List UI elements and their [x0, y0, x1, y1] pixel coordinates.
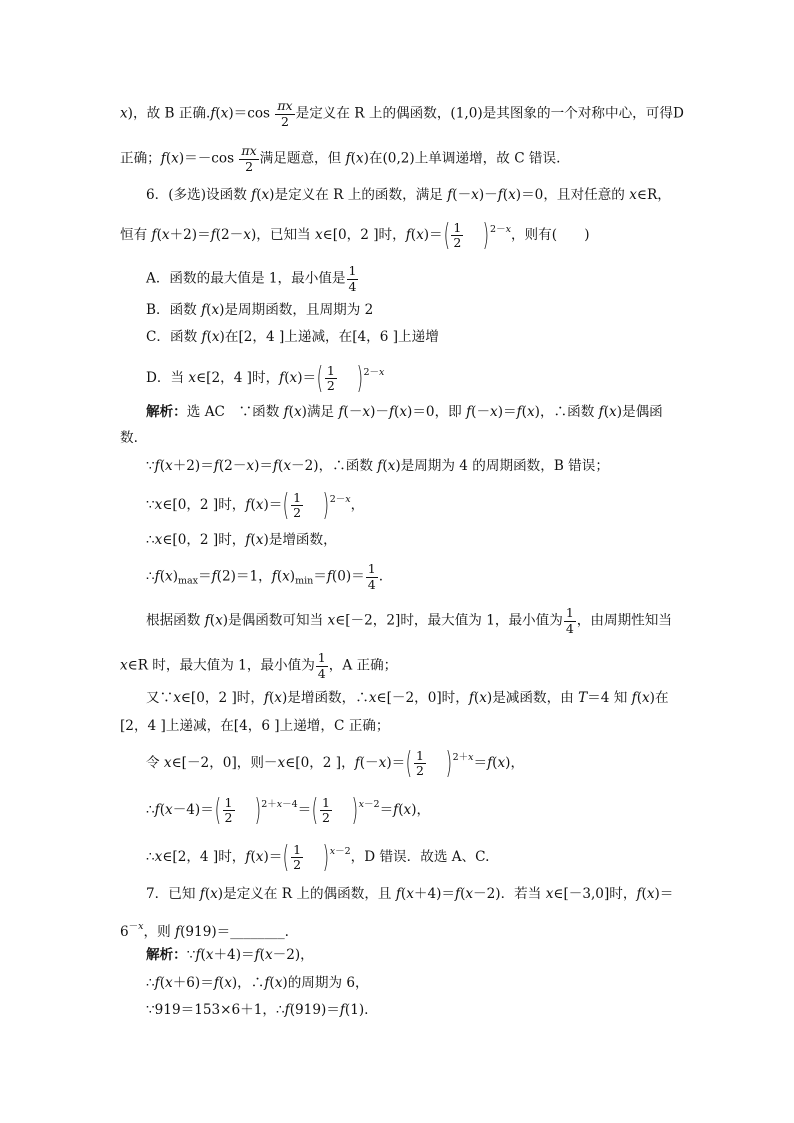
- text-line: 正确；f(x)＝－cos $\frac{\pi x}{2}$ 满足题意，但 f(x)在(0,2)上单调递增，故 C 错误.: [120, 143, 561, 174]
- text-line: B．函数 f(x)是周期函数，且周期为 2: [146, 302, 374, 318]
- text-line: 解析：∵f(x＋4)＝f(x－2)，: [146, 947, 314, 963]
- text-line: x∈R 时，最大值为 1，最小值为 $\frac{1}{4}$ ，A 正确；: [120, 650, 398, 681]
- text-line: 恒有 f(x＋2)＝f(2－x)，已知当 x∈[0，2 ]时，f(x)＝( $\frac{1}{2}$ )$^{2-x}$，则有( ): [120, 217, 590, 253]
- text-line: 令 x∈[－2，0]，则－x∈[0，2 ]，f(－x)＝( $\frac{1}{2}$ )$^{2+x}$＝f(x)，: [146, 745, 525, 781]
- text-line: 7．已知 f(x)是定义在 R 上的偶函数，且 f(x＋4)＝f(x－2)．若当 x∈[－3,0]时，f(x)＝: [146, 886, 674, 902]
- text-line: ∴x∈[2，4 ]时，f(x)＝( $\frac{1}{2}$ )$^{x-2}$，D 错误．故选 A、C.: [146, 839, 490, 875]
- text-line: ∵x∈[0，2 ]时，f(x)＝( $\frac{1}{2}$ )$^{2-x}$，: [146, 487, 365, 523]
- text-line: ∴f(x－4)＝( $\frac{1}{2}$ )$^{2+x-4}$＝( $\frac{1}{2}$ )$^{x-2}$＝f(x)，: [146, 792, 431, 828]
- text-line: D．当 x∈[2，4 ]时，f(x)＝( $\frac{1}{2}$ )$^{2-x}$: [146, 360, 385, 396]
- text-line: ∵f(x＋2)＝f(2－x)＝f(x－2)，∴函数 f(x)是周期为 4 的周期函数，B 错误；: [146, 458, 609, 474]
- text-line: 6．(多选)设函数 f(x)是定义在 R 上的函数，满足 f(－x)－f(x)＝0，且对任意的 x∈R，: [146, 187, 671, 203]
- text-line: ∵919＝153×6＋1，∴f(919)＝f(1).: [146, 1002, 369, 1018]
- text-line: $\therefore f(x)_{max}=f(2)=1$，$f(x)_{min}=f(0)=$ $\frac{1}{4}$ .: [146, 561, 384, 592]
- text-line: $6^{-x}$，则 f(919)＝________.: [120, 921, 289, 940]
- text-line: C．函数 f(x)在[2，4 ]上递减，在[4，6 ]上递增: [146, 329, 439, 345]
- text-line: A．函数的最大值是 1，最小值是 $\frac{1}{4}$: [146, 263, 357, 294]
- text-line: ∴f(x＋6)＝f(x)，∴f(x)的周期为 6，: [146, 975, 369, 991]
- text-line: ∴x∈[0，2 ]时，f(x)是增函数，: [146, 532, 337, 548]
- text-line: 又∵x∈[0，2 ]时，f(x)是增函数，∴x∈[－2，0]时，f(x)是减函数，由 T＝4 知 f(x)在: [146, 690, 669, 706]
- text-line: 根据函数 f(x)是偶函数可知当 x∈[－2，2]时，最大值为 1，最小值为 $\frac{1}{4}$ ，由周期性知当: [146, 605, 672, 636]
- text-line: x)，故 B 正确.f(x)＝cos $\frac{\pi x}{2}$ 是定义在 R 上的偶函数，(1,0)是其图象的一个对称中心，可得D: [120, 98, 684, 129]
- text-line: 解析：选 AC ∵函数 f(x)满足 f(－x)－f(x)＝0，即 f(－x)＝f(x)，∴函数 f(x)是偶函: [146, 404, 663, 420]
- text-line: 数.: [120, 430, 138, 446]
- text-line: [2，4 ]上递减，在[4，6 ]上递增，C 正确；: [120, 718, 390, 734]
